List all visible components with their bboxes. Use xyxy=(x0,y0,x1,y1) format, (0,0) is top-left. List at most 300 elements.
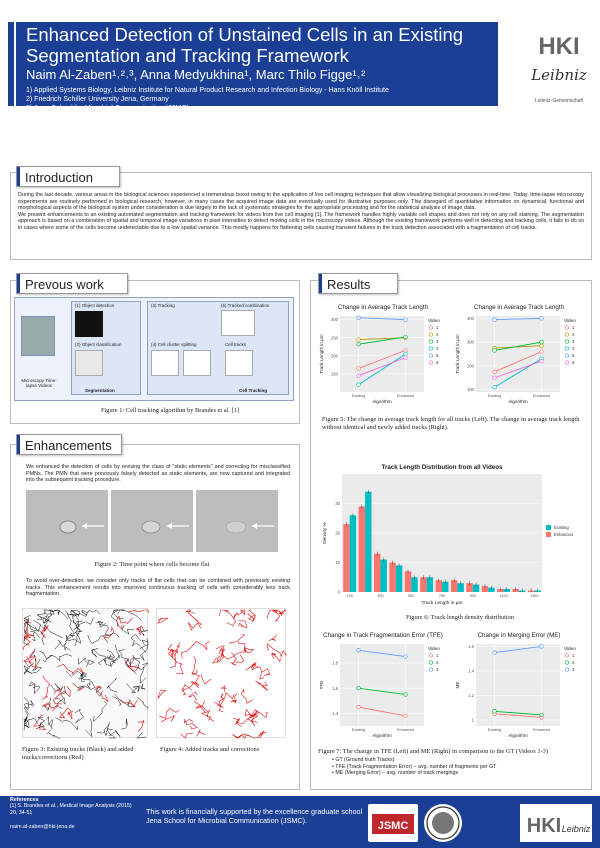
cell-tracking-label: Cell Tracking xyxy=(239,388,268,393)
legend-key xyxy=(565,361,569,365)
data-point xyxy=(540,645,544,649)
cell-track xyxy=(136,626,141,634)
bullet-gt: • GT (Ground truth Tracks) xyxy=(332,757,395,763)
cell-track xyxy=(192,673,200,689)
tracking-label: (3) Tracking xyxy=(151,303,175,308)
legend-label: 6 xyxy=(436,360,439,365)
y-tick-label: 1 xyxy=(471,717,474,723)
introduction-title: Introduction xyxy=(25,170,93,185)
bar xyxy=(359,506,365,592)
legend-label: 4 xyxy=(436,346,439,351)
figure-6-caption: Figure 6: Track length density distribution xyxy=(405,614,515,621)
cell-track xyxy=(129,610,149,613)
bar xyxy=(343,524,349,592)
tfe-chart xyxy=(316,628,450,746)
cell-track xyxy=(122,625,134,634)
legend-key xyxy=(429,354,433,358)
cell-track xyxy=(107,678,117,692)
results-heading xyxy=(318,273,398,294)
data-point xyxy=(540,344,544,348)
cell-track xyxy=(241,690,253,704)
x-tick-label: Enhanced xyxy=(532,728,551,732)
chart-title: Change in Average Track Length xyxy=(473,304,565,311)
cell-track xyxy=(116,616,132,629)
figure-1-caption: Figure 1: Cell tracking algorithm by Brandes et al. [1] xyxy=(100,407,240,414)
cell-track xyxy=(137,697,148,709)
enhancements-paragraph-1: We enhanced the detection of cells by revising the class of "static elements" and correcting for misclassified PMNs. The PMN that were previously falsely detected as static elements, are now captured and integrated into the subsequent tracking procedure. xyxy=(26,464,290,483)
data-point xyxy=(357,342,361,346)
data-point xyxy=(540,340,544,344)
y-tick-label: 1.4 xyxy=(332,710,338,716)
y-tick-label: 300 xyxy=(467,339,474,345)
legend-label: 2 xyxy=(572,332,575,337)
cell-track xyxy=(140,667,146,684)
poster-title: Enhanced Detection of Unstained Cells in an Existing Segmentation and Tracking Framework xyxy=(26,24,464,66)
y-tick-label: 400 xyxy=(467,315,474,321)
data-point xyxy=(493,385,497,389)
chart-title: Change in Average Track Length xyxy=(337,304,429,311)
tracked-combination-label: (5) Tracked combination xyxy=(221,303,270,308)
leibniz-logo: Leibniz xyxy=(531,66,587,84)
legend-label: 4 xyxy=(572,346,575,351)
data-point xyxy=(493,376,497,380)
cell-track xyxy=(24,701,35,711)
cell-track xyxy=(197,730,205,737)
cell-track xyxy=(188,622,201,630)
data-point xyxy=(493,318,497,322)
bar xyxy=(380,560,386,592)
track-length-chart-filtered xyxy=(452,300,586,412)
poster-header xyxy=(0,0,600,112)
cell-track xyxy=(75,709,84,723)
cell-track xyxy=(219,610,229,616)
intro-paragraph-1: During the last decade, various areas in the biological sciences experienced a tremendous boost owing to the application of live cell imaging techniques that allow visualizing biological processes in real-time. Today, time-lapse microscopy experiments are routinely performed in biological research, however, in many cases the acquired image data are eventually used for illustrative purposes only. This disregard of quantitative information on dynamical, functional and morphological aspects of the biological system under consideration is due largely to the lack of systematic strategies for the appropriate processing and for the statistical analysis of image data. xyxy=(18,192,584,211)
legend-label: 5 xyxy=(572,353,575,358)
plot-panel xyxy=(476,644,560,726)
cell-track xyxy=(248,610,256,622)
data-point xyxy=(404,655,408,659)
affiliation-3: 3) Jena School for Microbial Communication (JSMC) xyxy=(26,105,189,112)
cell-track xyxy=(219,693,234,712)
cell-track xyxy=(201,674,211,684)
introduction-text xyxy=(18,192,584,231)
cell-track xyxy=(113,697,122,706)
x-tick-label: 300 xyxy=(377,594,384,598)
y-tick-label: 200 xyxy=(467,363,474,369)
affiliation-1: 1) Applied Systems Biology, Leibniz Institute for Natural Product Research and Infection Biology - Hans Knöll Institute xyxy=(26,87,389,94)
data-point xyxy=(357,649,361,653)
x-tick-label: Enhanced xyxy=(532,394,551,398)
header-accent-bar xyxy=(8,22,14,106)
cell-track xyxy=(46,610,68,620)
data-point xyxy=(493,349,497,353)
data-point xyxy=(493,651,497,655)
bar xyxy=(396,565,402,592)
object-classification-label: (2) Object classification xyxy=(75,342,122,347)
cell-track xyxy=(55,718,77,730)
legend-label: 3 xyxy=(572,667,575,672)
cluster-splitting-label: (4) Cell cluster splitting xyxy=(151,342,197,347)
y-tick-label: 20 xyxy=(335,530,340,536)
legend-key xyxy=(429,654,433,658)
x-axis-label: Track Length in µm xyxy=(421,601,463,606)
flat-cell-frame-1 xyxy=(26,490,108,552)
data-point xyxy=(404,693,408,697)
existing-tracks-image xyxy=(22,608,148,738)
cell-track xyxy=(195,701,209,717)
figure-3-caption: Figure 3: Existing tracks (Black) and added tracks/corrections (Red) xyxy=(22,746,134,761)
bar xyxy=(420,577,426,592)
legend-key xyxy=(546,525,551,530)
cell-track xyxy=(57,664,83,674)
data-point xyxy=(540,359,544,363)
legend-key xyxy=(429,326,433,330)
y-tick-label: 0 xyxy=(337,589,340,595)
cell-track xyxy=(269,636,277,641)
data-point xyxy=(404,335,408,339)
data-point xyxy=(357,686,361,690)
hki-footer-logo-text: HKI xyxy=(526,815,562,837)
data-point xyxy=(404,714,408,718)
legend-key xyxy=(565,347,569,351)
plot-panel xyxy=(340,644,424,726)
hki-logo-text: HKI xyxy=(538,33,580,60)
cell-track xyxy=(256,681,269,691)
cell-track xyxy=(158,690,166,698)
cell-track xyxy=(34,620,41,631)
cell-track xyxy=(159,708,179,718)
detection-image xyxy=(75,311,103,337)
enhancements-paragraph-2: To avoid over-detection, we consider only tracks of flat cells that can be combined with previously existing tracks. This enhancement results into improved continuous tracking of cells with considerably less track fragmentation. xyxy=(26,578,290,597)
legend-key xyxy=(429,661,433,665)
affiliation-2: 2) Friedrich Schiller University Jena, Germany xyxy=(26,96,169,103)
contact-email: naim.al-zaben@hki-jena.de xyxy=(10,824,75,831)
legend-key xyxy=(565,668,569,672)
x-tick-label: Existing xyxy=(351,728,366,732)
bar xyxy=(365,492,371,592)
cell-tracks-label: Cell tracks xyxy=(225,342,247,347)
cell-track xyxy=(192,656,197,674)
x-tick-label: 100 xyxy=(346,594,353,598)
legend-label: 1 xyxy=(436,653,439,658)
cell-track xyxy=(114,694,133,707)
x-axis-label: Algorithm xyxy=(508,733,528,738)
legend-key xyxy=(565,340,569,344)
added-tracks-image xyxy=(156,608,286,738)
cell-track xyxy=(41,625,48,638)
y-axis-label: TFE xyxy=(319,680,324,690)
cell-track xyxy=(181,641,210,658)
legend-key xyxy=(565,654,569,658)
plot-panel xyxy=(476,316,560,392)
cell-track xyxy=(43,610,51,623)
legend-label: 2 xyxy=(572,660,575,665)
x-tick-label: Enhanced xyxy=(396,728,415,732)
video-label: Microscopy Time-lapse Videos xyxy=(21,378,57,388)
cell-track xyxy=(186,610,198,621)
cell-track xyxy=(161,715,174,722)
data-point xyxy=(540,713,544,717)
intro-paragraph-2: We present enhancements to an existing automated segmentation and tracking framework for videos from live cell imaging [1]. The framework handles highly variable cell shapes and does not rely on any cell staining. The segmentation approach is based on a combination of spatial and temporal image variations in pixel intensities to detect moving cells in the microscopy videos. Although the existing framework performs well in detecting and tracking cells, it fails to do so in cases where some of the cells become undetectable due to a low spatial variance. This mostly happens for flattening cells causing transient failures in the track detection associated with a fragmentation of cell tracks. xyxy=(18,211,584,231)
legend-key xyxy=(429,668,433,672)
cell-track xyxy=(244,648,253,653)
y-tick-label: 1.2 xyxy=(468,693,474,699)
chart-title: Track Length Distribution from all Videos xyxy=(381,464,503,471)
hki-logo xyxy=(530,30,588,60)
flat-cell-frame-3 xyxy=(196,490,278,552)
cell-track xyxy=(104,724,109,736)
bar xyxy=(411,577,417,592)
y-tick-label: 250 xyxy=(331,335,338,341)
cell-track xyxy=(81,675,86,682)
x-tick-label: 1100 xyxy=(499,594,508,598)
track-length-distribution-chart xyxy=(318,460,586,610)
legend-title: Video xyxy=(564,646,576,651)
cluster-image-2 xyxy=(183,350,211,376)
data-point xyxy=(357,374,361,378)
leibniz-logo-sub: Leibniz-Gemeinschaft xyxy=(534,98,584,104)
cell-track xyxy=(272,653,281,662)
video-stack xyxy=(21,316,55,356)
legend-key xyxy=(565,354,569,358)
bar xyxy=(350,515,356,592)
cell-track xyxy=(185,719,198,729)
cell-track xyxy=(158,618,168,623)
cell-track xyxy=(107,729,116,738)
cluster-image-1 xyxy=(151,350,179,376)
data-point xyxy=(357,383,361,387)
authors: Naim Al-Zaben¹˒²˒³, Anna Medyukhina¹, Marc Thilo Figge¹˒² xyxy=(26,67,366,82)
bullet-me: • ME (Merging Error) – avg. number of track mergings xyxy=(332,770,459,776)
y-axis-label: Density % xyxy=(323,522,328,544)
y-tick-label: 300 xyxy=(331,317,338,323)
data-point xyxy=(540,350,544,354)
cell-track xyxy=(138,721,144,732)
enhancements-title: Enhancements xyxy=(25,438,112,453)
metric-definitions xyxy=(332,757,582,777)
cell-track xyxy=(170,662,183,674)
x-tick-label: Enhanced xyxy=(396,394,415,398)
cell-track xyxy=(181,733,194,738)
tracking-box xyxy=(147,301,289,395)
cell-track xyxy=(238,620,246,628)
figure-7-caption: Figure 7: The change in TFE (Left) and ME (Right) in comparison to the GT (Videos 1-3) xyxy=(318,748,548,755)
legend-label: 6 xyxy=(572,360,575,365)
cell-track xyxy=(141,684,145,691)
data-point xyxy=(493,710,497,714)
cell-track xyxy=(44,698,51,711)
bar xyxy=(389,563,395,593)
cell-track xyxy=(182,682,193,691)
x-tick-label: 500 xyxy=(408,594,415,598)
x-tick-label: Existing xyxy=(351,394,366,398)
cell-track xyxy=(251,710,259,727)
y-axis-label: Track Length in µm xyxy=(455,334,460,374)
data-point xyxy=(404,318,408,322)
cell-track xyxy=(214,693,224,707)
cell-track xyxy=(33,659,42,673)
cell-track xyxy=(110,655,120,666)
legend-label: 2 xyxy=(436,332,439,337)
data-point xyxy=(357,705,361,709)
x-axis-label: Algorithm xyxy=(372,399,392,404)
cell-track xyxy=(96,622,111,635)
cell-track xyxy=(88,633,120,643)
cell-track xyxy=(50,654,72,661)
cell-tracks-image xyxy=(225,350,253,376)
y-tick-label: 1.6 xyxy=(468,644,474,650)
track-length-chart-all xyxy=(316,300,450,412)
cell-track xyxy=(37,615,49,629)
cell-track xyxy=(251,662,262,672)
cell-track xyxy=(119,650,140,666)
y-tick-label: 10 xyxy=(335,560,340,566)
previous-work-title: Prevous work xyxy=(25,277,104,292)
cell-track xyxy=(238,634,245,654)
cell-track xyxy=(39,651,52,662)
bar xyxy=(405,571,411,592)
figure-4-caption: Figure 4: Added tracks and corrections xyxy=(160,746,260,753)
legend-title: Video xyxy=(564,318,576,323)
references-title: References xyxy=(10,797,39,803)
cell-track xyxy=(66,632,80,643)
figure-5-caption: Figure 5: The change in average track length for all tracks (Left). The change in average track length without identical and newly added tracks (Right). xyxy=(322,416,580,431)
bar xyxy=(427,577,433,592)
legend-key xyxy=(429,333,433,337)
data-point xyxy=(357,338,361,342)
university-seal xyxy=(424,804,462,842)
funding-note: This work is financially supported by the excellence graduate school Jena School for Microbial Communication (JSMC). xyxy=(146,807,363,825)
cell-track xyxy=(24,620,34,631)
cell-track xyxy=(133,655,148,670)
data-point xyxy=(357,367,361,371)
enhancements-heading xyxy=(16,434,122,455)
cell-track xyxy=(86,719,93,737)
cell-track xyxy=(29,682,39,694)
legend-key xyxy=(429,347,433,351)
introduction-heading xyxy=(16,166,120,187)
x-tick-label: 1300 xyxy=(530,594,539,598)
cell-track xyxy=(267,610,278,619)
legend-label: 2 xyxy=(436,660,439,665)
cell-track xyxy=(55,640,71,651)
tracked-combination-image xyxy=(221,310,255,336)
y-tick-label: 1.4 xyxy=(468,668,474,674)
legend-label: 1 xyxy=(572,653,575,658)
cell-track xyxy=(91,648,108,658)
legend-key xyxy=(565,326,569,330)
previous-work-heading xyxy=(16,273,128,294)
data-point xyxy=(404,352,408,356)
cell-track xyxy=(267,644,286,657)
figure-2-caption: Figure 2: Time point where cells become flat xyxy=(94,561,210,568)
me-chart xyxy=(452,628,586,746)
y-tick-label: 150 xyxy=(331,371,338,377)
x-tick-label: 700 xyxy=(438,594,446,598)
legend-key xyxy=(429,361,433,365)
bar xyxy=(374,554,380,592)
cell-track xyxy=(196,701,206,713)
data-point xyxy=(404,356,408,360)
x-tick-label: 900 xyxy=(469,594,476,598)
cell-track xyxy=(30,630,44,645)
plot-panel xyxy=(340,316,424,392)
legend-label: 3 xyxy=(436,339,439,344)
references xyxy=(10,797,140,831)
y-axis-label: Track Length in µm xyxy=(319,334,324,374)
cell-track xyxy=(137,732,146,738)
chart-title: Change in Merging Error (ME) xyxy=(477,632,561,639)
legend-key xyxy=(565,661,569,665)
cell-track xyxy=(24,661,34,675)
cell-track xyxy=(107,645,120,661)
legend-label: 1 xyxy=(572,325,575,330)
cell-track xyxy=(247,732,267,738)
cell-track xyxy=(221,686,226,692)
data-point xyxy=(404,349,408,353)
cell-track xyxy=(230,641,237,644)
cell-track xyxy=(121,719,127,729)
y-tick-label: 1.6 xyxy=(332,685,338,691)
legend-label: Enhanced xyxy=(554,532,573,537)
cell-track xyxy=(94,701,108,721)
jsmc-logo-text: JSMC xyxy=(377,820,409,832)
cell-track xyxy=(49,733,60,739)
cell-track xyxy=(109,730,120,737)
flat-cell-frame-2 xyxy=(111,490,193,552)
cell-track xyxy=(140,640,148,649)
cell-track xyxy=(234,610,245,619)
y-tick-label: 1.8 xyxy=(332,660,338,666)
cell-track xyxy=(30,656,38,669)
legend-label: Existing xyxy=(554,525,569,530)
jsmc-logo xyxy=(368,804,418,842)
y-tick-label: 100 xyxy=(467,387,474,393)
x-tick-label: Existing xyxy=(487,728,502,732)
legend-key xyxy=(565,333,569,337)
results-title: Results xyxy=(327,277,371,292)
algorithm-flowchart xyxy=(14,297,294,401)
data-point xyxy=(357,316,361,320)
data-point xyxy=(493,370,497,374)
legend-label: 3 xyxy=(436,667,439,672)
y-axis-label: ME xyxy=(455,681,460,689)
x-axis-label: Algorithm xyxy=(372,733,392,738)
legend-title: Video xyxy=(428,646,440,651)
cell-track xyxy=(42,676,50,700)
cell-track xyxy=(95,686,108,702)
x-axis-label: Algorithm xyxy=(508,399,528,404)
affiliations xyxy=(26,86,389,113)
legend-label: 5 xyxy=(436,353,439,358)
cell-track xyxy=(79,658,95,667)
classification-image xyxy=(75,350,103,376)
leibniz-footer-logo-text: Leibniz xyxy=(561,824,591,834)
y-tick-label: 200 xyxy=(331,353,338,359)
cell-track xyxy=(126,683,140,692)
cell-track xyxy=(188,692,197,701)
segmentation-label: Segmentation xyxy=(85,388,115,393)
object-detection-label: (1) Object detection xyxy=(75,303,115,308)
data-point xyxy=(540,317,544,321)
legend-label: 3 xyxy=(572,339,575,344)
bullet-tfe: • TFE (Track Fragmentation Error) – avg. number of fragments per GT xyxy=(332,763,497,770)
cell-track xyxy=(60,708,71,718)
cell-track xyxy=(81,610,100,615)
cell-track xyxy=(141,626,148,636)
cell-track xyxy=(114,610,125,619)
cell-track xyxy=(98,658,112,667)
